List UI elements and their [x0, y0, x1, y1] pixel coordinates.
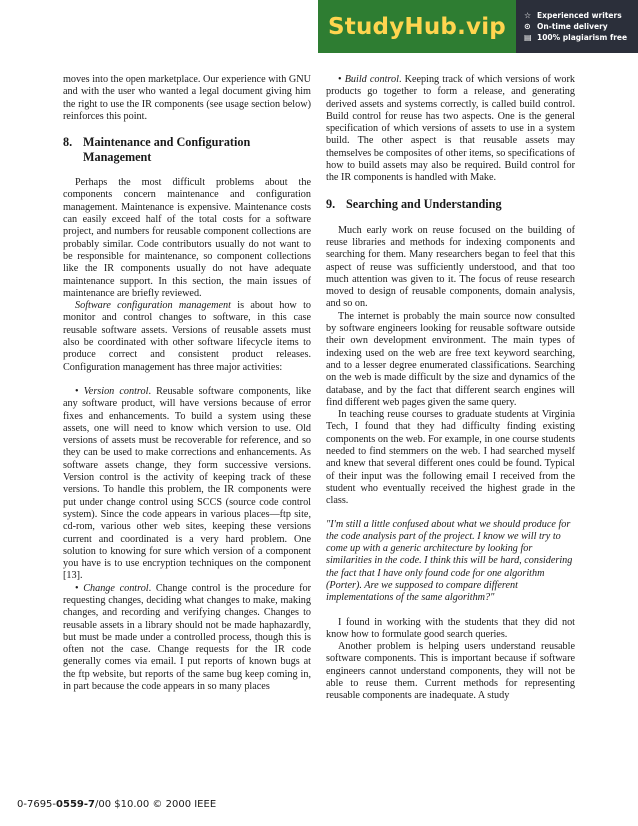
- isbn-bold: 0559-7: [56, 799, 95, 810]
- section-heading-9: [326, 197, 575, 212]
- section-number: 9.: [326, 196, 336, 211]
- right-column: [326, 74, 575, 703]
- clock-icon: ⊙: [524, 22, 531, 31]
- section-title: Searching and Understanding: [346, 196, 502, 211]
- left-column: [63, 74, 311, 693]
- feature-experienced-writers: [524, 11, 638, 20]
- paragraph-internet: The internet is probably the main source now consulted by software engineers looking for reusable software outside their own development environment. The main types of indexing used on the web are free text keyword searching, and to a lesser degree enumerated classifications. Searching on the web is made difficult by the size and dynamics of the database, and by the fact that different search engines will find different web pages given the same query.: [326, 310, 575, 408]
- term-change-control: Change control: [83, 582, 149, 594]
- star-icon: ☆: [524, 11, 532, 20]
- term-scm: Software configuration management: [75, 300, 231, 312]
- paragraph-understanding: Another problem is helping users understand reusable software components. This is important because if software engineers cannot understand components, they will not be able to reuse them. Current methods for representing reusable components are inadequate. A study: [326, 641, 575, 702]
- document-icon: ▤: [524, 33, 532, 42]
- feature-label: On-time delivery: [537, 22, 608, 31]
- feature-label: 100% plagiarism free: [537, 33, 628, 42]
- paragraph-scm: Software configuration management is about how to monitor and control changes to software, in this case reusable software assets. Versions of reusable assets must also be coordinated with other software lifecycle items to produce correct and consistent product releases. Configuration management has three major activities:: [63, 300, 311, 373]
- feature-plagiarism-free: [524, 33, 638, 42]
- banner-features: [516, 0, 638, 53]
- paragraph-maintenance: Perhaps the most difficult problems about the components concern maintenance and configuration management. Maintenance is expensive. Maintenance costs can easily exceed half of the total costs for a software project, and numbers for reusable component collections are probably similar. Code contributors usually do not want to be responsible for maintenance, so component collections like the IR components usually do not have adequate maintenance support. In this section, the main issues of maintenance are briefly reviewed.: [63, 177, 311, 299]
- bullet-change-control: • Change control. Change control is the procedure for requesting changes, deciding what changes to make, making changes, and recording and verifying changes. Changes to reusable assets in a library should not be made haphazardly, but must be made under a controlled process, though this is often not the case. Change requests for the IR code generally comes via email. I put reports of known bugs at the ftp website, but reports of the same bug keep coming in, in part because the code appears in so many places: [63, 582, 311, 693]
- banner-logo: StudyHub.vip: [318, 0, 516, 53]
- section-heading-8: [63, 135, 311, 165]
- feature-label: Experienced writers: [537, 11, 622, 20]
- bullet-build-control: • Build control. Keeping track of which versions of work products go together to form a release, and generating derived assets and systems correctly, is called build control. Build control for reuse has two aspects. One is the general specification of which versions of assets to use in a system build. The other aspect is that reusable assets may themselves be composites of other items, so specifications of how to build assets may also be required. Build control for the IR components is handled with Make.: [326, 74, 575, 184]
- section-title: Maintenance and Configuration Management: [83, 135, 251, 165]
- ad-banner[interactable]: [318, 0, 638, 53]
- bullet-version-control: • Version control. Reusable software components, like any software product, will have versions because of error fixes and enhancements. To build a system using these assets, one will need to know which version to use. Old versions of assets must be recoverable for reference, and so they can be used to make corrections and enhancements. As software assets change, they form successive versions. Version control is the activity of keeping track of these versions. To handle this problem, the IR components were put under change control using SCCS (source code control system). Since the code appears in various places—ftp site, cd-rom, various other web sites, keeping these versions current and coordinated is a very hard problem. One solution to knowing for sure which version of a component you have is to use encryption techniques on the component [13].: [63, 385, 311, 582]
- feature-on-time-delivery: [524, 22, 638, 31]
- paragraph-continuation: moves into the open marketplace. Our experience with GNU and with the user who wanted a legal document giving him the right to use the IR components (see usage section below) reinforces this point.: [63, 74, 311, 122]
- copyright-footer: 0-7695-0559-7/00 $10.00 © 2000 IEEE: [17, 799, 217, 810]
- paragraph-teaching: In teaching reuse courses to graduate students at Virginia Tech, I found that they had difficulty finding existing components on the web. For example, in one course students needed to find stemmers on the web. I had searched myself and knew that several different ones could be found. Typical of their input was the following email I received from the student who eventually received the highest grade in the class.: [326, 409, 575, 507]
- term-version-control: Version control: [83, 385, 149, 397]
- paragraph-queries: I found in working with the students that they did not know how to formulate good search queries.: [326, 616, 575, 640]
- student-email-quote: "I'm still a little confused about what we should produce for the code analysis part of the project. I know we will try to come up with a generic architecture by looking for similarities in the code. I think this will be hard, considering the fact that I have only found code for one algorithm (Porter). Are we supposed to compare different implementations of the same algorithm?": [326, 518, 573, 604]
- section-number: 8.: [63, 135, 73, 150]
- paragraph-early-work: Much early work on reuse focused on the building of reuse libraries and methods for indexing components and searching for them. Many researchers began to feel that this aspect of reuse was sufficiently understood, and that too much attention was given to it. The focus of reuse research moved to design of reusable components, domain analysis, and so on.: [326, 224, 575, 310]
- term-build-control: Build control: [344, 74, 399, 85]
